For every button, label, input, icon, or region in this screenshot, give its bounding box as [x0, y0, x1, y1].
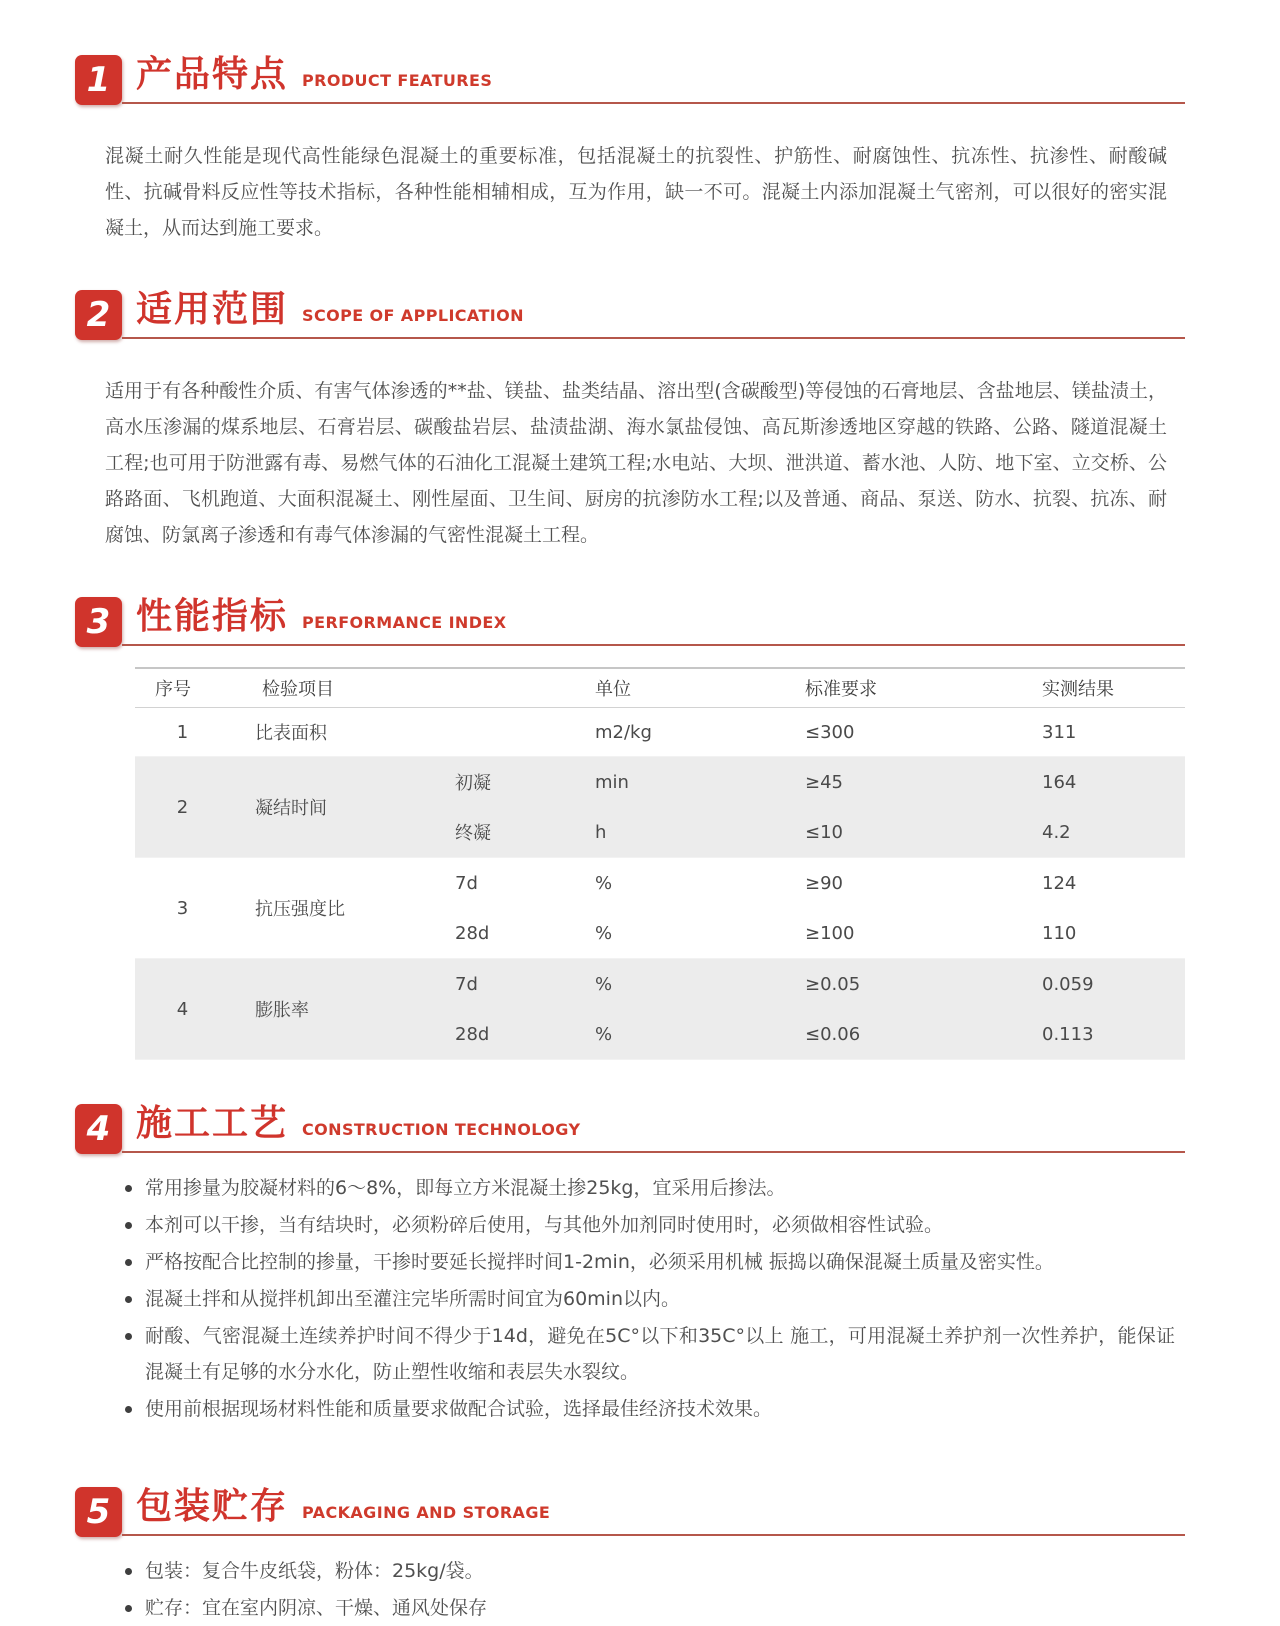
column-header-unit: 单位 [595, 679, 631, 700]
table-row-group-1 [135, 708, 1185, 757]
sub-rows [420, 858, 1185, 958]
list-item-text: 耐酸、气密混凝土连续养护时间不得少于14d，避免在5C°以下和35C°以上 施工，可用混凝土养护剂一次性养护，能保证混凝土有足够的水分水化，防止塑性收缩和表层失水裂纹。 [145, 1325, 1175, 1383]
packaging-list [75, 1553, 1185, 1626]
list-item [125, 1553, 1175, 1589]
section-title: 施工工艺 [136, 1103, 289, 1144]
column-header-result: 实测结果 [1042, 679, 1114, 700]
bullet-icon [125, 1170, 145, 1206]
section-number-badge [75, 1104, 122, 1154]
table-row [420, 959, 1185, 1009]
cell-item: 膨胀率 [255, 1000, 309, 1021]
scope-paragraph: 适用于有各种酸性介质、有害气体渗透的**盐、镁盐、盐类结晶、溶出型(含碳酸型)等侵蚀的石膏地层、含盐地层、镁盐渍土，高水压渗漏的煤系地层、石膏岩层、碳酸盐岩层、盐渍盐湖、海水氯盐侵蚀、高瓦斯渗透地区穿越的铁路、公路、隧道混凝土工程;也可用于防泄露有毒、易燃气体的石油化工混凝土建筑工程;水电站、大坝、泄洪道、蓄水池、人防、地下室、立交桥、公路路面、飞机跑道、大面积混凝土、刚性屋面、卫生间、厨房的抗渗防水工程;以及普通、商品、泵送、防水、抗裂、抗冻、耐腐蚀、防氯离子渗透和有毒气体渗漏的气密性混凝土工程。 [105, 380, 1167, 546]
table-row [420, 858, 1185, 908]
cell-standard: ≥90 [805, 872, 843, 894]
table-row [420, 908, 1185, 958]
cell-seq: 1 [176, 721, 189, 743]
section-number-badge [75, 597, 122, 647]
section-title-row [122, 290, 1185, 339]
section-title-row [122, 597, 1185, 646]
cell-standard: ≥0.05 [805, 973, 861, 995]
list-item-text: 混凝土拌和从搅拌机卸出至灌注完毕所需时间宜为60min以内。 [145, 1288, 681, 1310]
section-header [75, 597, 1185, 647]
section-header [75, 1487, 1185, 1537]
bullet-icon [125, 1281, 145, 1317]
cell-unit: % [595, 872, 613, 894]
section-header [75, 55, 1185, 105]
cell-unit: % [595, 922, 613, 944]
section-title: 包装贮存 [136, 1486, 289, 1527]
section-number-badge [75, 290, 122, 340]
cell-unit: min [595, 771, 629, 793]
cell-seq: 2 [176, 796, 189, 818]
cell-result: 164 [1042, 771, 1077, 793]
bullet-icon [125, 1590, 145, 1626]
bullet-icon [125, 1391, 145, 1427]
section-title-row [122, 1487, 1185, 1536]
cell-item: 凝结时间 [255, 798, 327, 819]
table-row-group-4 [135, 959, 1185, 1060]
section-subtitle: CONSTRUCTION TECHNOLOGY [302, 1120, 581, 1139]
construction-steps-list [75, 1170, 1185, 1427]
bullet-icon [125, 1207, 145, 1243]
table-header-row [135, 667, 1185, 708]
cell-result: 4.2 [1042, 821, 1071, 843]
list-item-text: 包装：复合牛皮纸袋，粉体：25kg/袋。 [145, 1560, 484, 1582]
cell-unit: % [595, 1023, 613, 1045]
list-item [125, 1207, 1175, 1243]
section-title: 适用范围 [136, 289, 289, 330]
section-number: 2 [86, 295, 111, 335]
section-packaging-storage [75, 1487, 1185, 1626]
table-row-group-2 [135, 757, 1185, 858]
section-title: 产品特点 [136, 54, 289, 95]
cell-unit: h [595, 821, 607, 843]
cell-result: 124 [1042, 872, 1077, 894]
cell-result: 0.059 [1042, 973, 1094, 995]
cell-sub: 初凝 [455, 773, 491, 794]
table-row-group-3 [135, 858, 1185, 959]
table-row [420, 708, 1185, 756]
column-header-standard: 标准要求 [805, 679, 877, 700]
table-row [420, 757, 1185, 807]
section-product-features [75, 55, 1185, 246]
cell-item: 比表面积 [255, 723, 327, 744]
list-item-text: 本剂可以干掺，当有结块时，必须粉碎后使用，与其他外加剂同时使用时，必须做相容性试验。 [145, 1214, 944, 1236]
column-header-seq: 序号 [155, 679, 191, 700]
cell-standard: ≤0.06 [805, 1023, 861, 1045]
column-header-item: 检验项目 [262, 679, 334, 700]
list-item [125, 1391, 1175, 1427]
section-scope-of-application [75, 290, 1185, 553]
list-item [125, 1170, 1175, 1206]
cell-seq: 3 [176, 897, 189, 919]
section-number: 1 [86, 60, 111, 100]
cell-result: 0.113 [1042, 1023, 1094, 1045]
section-number: 5 [86, 1492, 111, 1532]
cell-sub: 7d [455, 872, 478, 894]
list-item [125, 1281, 1175, 1317]
section-performance-index [75, 597, 1185, 1060]
section-subtitle: PRODUCT FEATURES [302, 71, 493, 90]
list-item-text: 严格按配合比控制的掺量，干掺时要延长搅拌时间1-2min，必须采用机械 振捣以确保混凝土质量及密实性。 [145, 1251, 1054, 1273]
cell-standard: ≤10 [805, 821, 843, 843]
section-subtitle: PERFORMANCE INDEX [302, 613, 507, 632]
cell-unit: % [595, 973, 613, 995]
section-title: 性能指标 [136, 596, 289, 637]
cell-sub: 28d [455, 1023, 490, 1045]
section-header [75, 290, 1185, 340]
cell-sub: 终凝 [455, 823, 491, 844]
cell-result: 110 [1042, 922, 1077, 944]
sub-rows [420, 959, 1185, 1059]
section-subtitle: SCOPE OF APPLICATION [302, 306, 524, 325]
bullet-icon [125, 1553, 145, 1589]
table-row [420, 1009, 1185, 1059]
section-number-badge [75, 55, 122, 105]
cell-unit: m2/kg [595, 721, 652, 743]
cell-result: 311 [1042, 721, 1077, 743]
cell-sub: 28d [455, 922, 490, 944]
sub-rows [420, 757, 1185, 857]
section-number: 4 [86, 1109, 111, 1149]
list-item-text: 贮存：宜在室内阴凉、干燥、通风处保存 [145, 1597, 488, 1619]
sub-rows [420, 708, 1185, 756]
list-item [125, 1318, 1175, 1390]
cell-standard: ≤300 [805, 721, 855, 743]
section-title-row [122, 55, 1185, 104]
list-item-text: 使用前根据现场材料性能和质量要求做配合试验，选择最佳经济技术效果。 [145, 1398, 773, 1420]
section-title-row [122, 1104, 1185, 1153]
bullet-icon [125, 1318, 145, 1390]
table-row [420, 807, 1185, 857]
cell-standard: ≥100 [805, 922, 855, 944]
list-item [125, 1590, 1175, 1626]
list-item-text: 常用掺量为胶凝材料的6～8%，即每立方米混凝土掺25kg，宜采用后掺法。 [145, 1177, 786, 1199]
performance-table [135, 667, 1185, 1060]
cell-item: 抗压强度比 [255, 899, 345, 920]
bullet-icon [125, 1244, 145, 1280]
features-paragraph: 混凝土耐久性能是现代高性能绿色混凝土的重要标准，包括混凝土的抗裂性、护筋性、耐腐蚀性、抗冻性、抗渗性、耐酸碱性、抗碱骨料反应性等技术指标，各种性能相辅相成，互为作用，缺一不可。混凝土内添加混凝土气密剂，可以很好的密实混凝土，从而达到施工要求。 [105, 145, 1167, 239]
section-header [75, 1104, 1185, 1154]
cell-sub: 7d [455, 973, 478, 995]
section-construction-technology [75, 1104, 1185, 1427]
section-number-badge [75, 1487, 122, 1537]
cell-standard: ≥45 [805, 771, 843, 793]
section-number: 3 [86, 602, 111, 642]
list-item [125, 1244, 1175, 1280]
section-subtitle: PACKAGING AND STORAGE [302, 1503, 551, 1522]
cell-seq: 4 [176, 998, 189, 1020]
